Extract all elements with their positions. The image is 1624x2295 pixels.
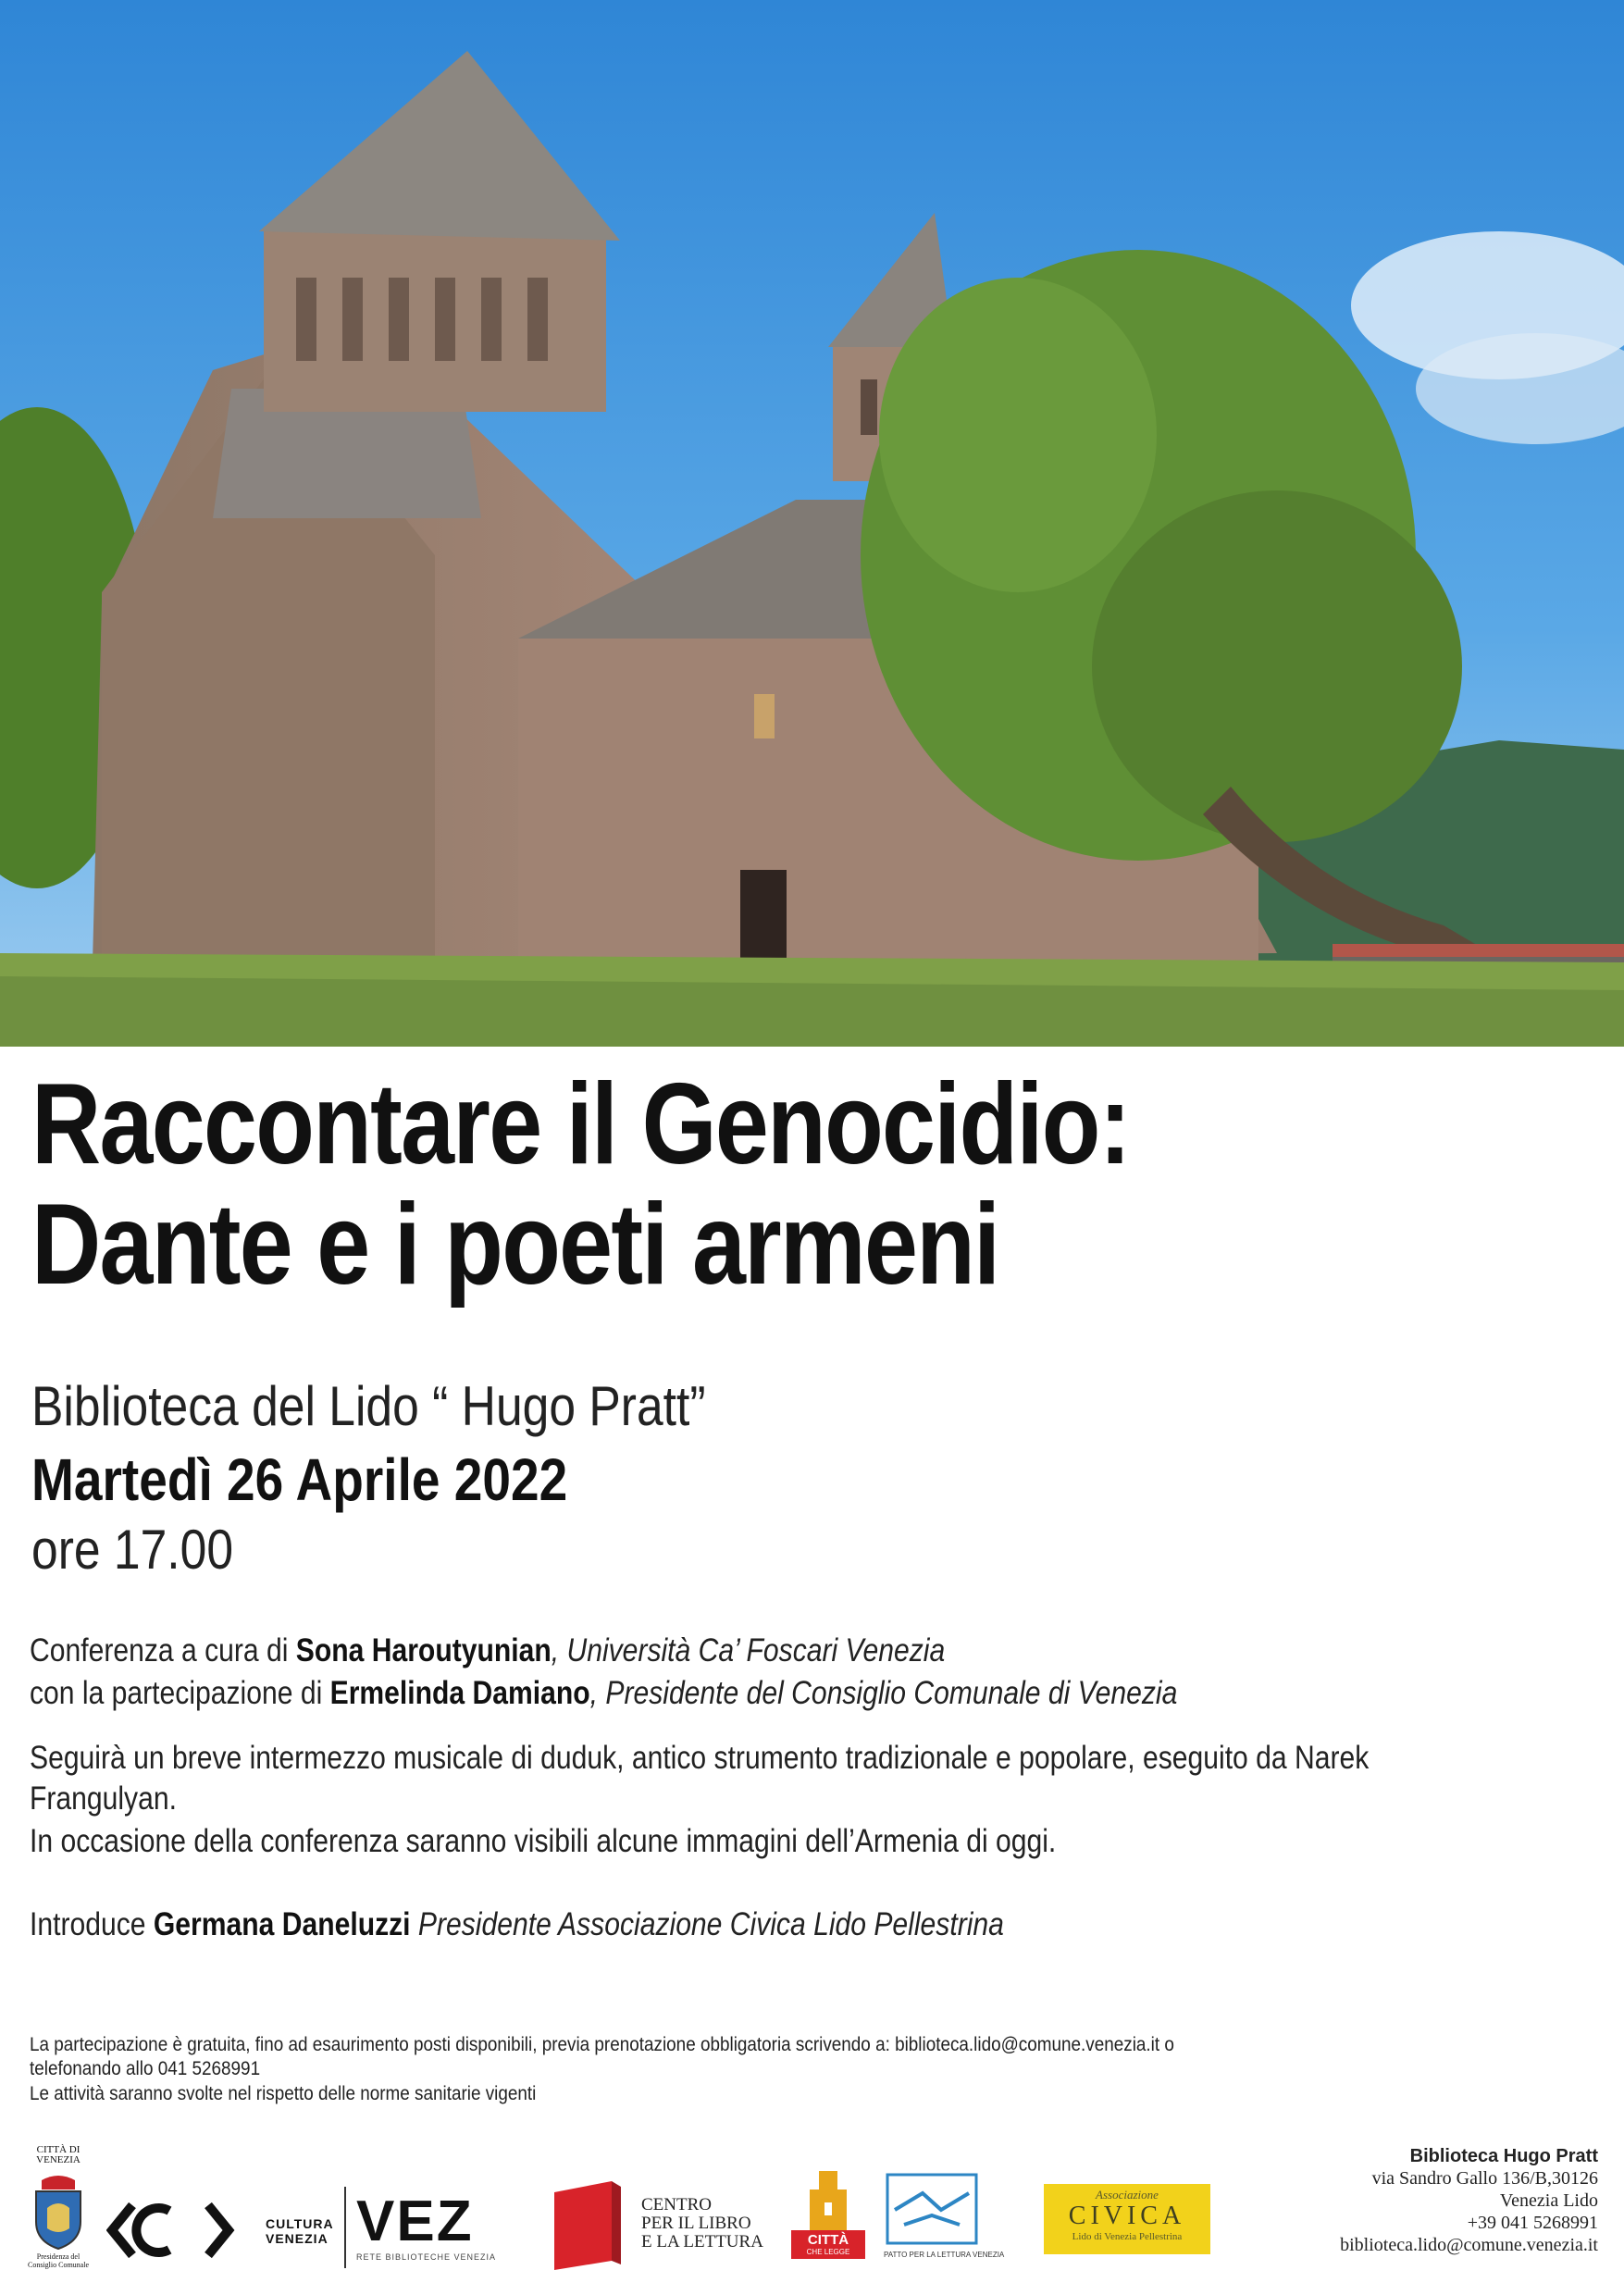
patto-lettura-logo <box>884 2173 1005 2265</box>
participation-prefix: con la partecipazione di <box>30 1675 330 1711</box>
city-venice-logo <box>26 2145 91 2284</box>
city-caption-1: Presidenza del <box>36 2252 81 2261</box>
cultura-label: CULTURA <box>266 2216 334 2231</box>
vez-caption: RETE BIBLIOTECHE VENEZIA <box>356 2252 497 2262</box>
library-street: via Sandro Gallo 136/B,30126 <box>1371 2168 1598 2189</box>
library-city: Venezia Lido <box>1499 2190 1598 2211</box>
divider <box>344 2187 346 2268</box>
conference-line-1 <box>30 1631 945 1671</box>
music-line-2: Frangulyan. <box>30 1780 177 1817</box>
civica-line-2: CIVICA <box>1068 2202 1186 2230</box>
guest-name: Ermelinda Damiano <box>329 1675 590 1711</box>
patto-caption: PATTO PER LA LETTURA VENEZIA <box>884 2251 1005 2259</box>
event-time: ore 17.00 <box>31 1519 234 1581</box>
intro-name: Germana Daneluzzi <box>153 1906 411 1942</box>
speaker-affiliation: , Università Ca’ Foscari Venezia <box>551 1632 946 1669</box>
venezia-label: VENEZIA <box>266 2231 329 2246</box>
event-date: Martedì 26 Aprile 2022 <box>31 1446 568 1513</box>
church-photo <box>0 0 1624 1047</box>
associazione-civica-logo <box>1044 2184 1210 2254</box>
cepell-book-icon <box>551 2179 625 2272</box>
title-line-1: Raccontare il Genocidio: <box>31 1061 1130 1188</box>
che-legge-label: CHE LEGGE <box>806 2248 850 2256</box>
handshake-book-icon <box>886 2173 978 2245</box>
conference-prefix: Conferenza a cura di <box>30 1632 296 1669</box>
booking-note: La partecipazione è gratuita, fino ad esaurimento posti disponibili, previa prenotazione obbligatoria scrivendo a: biblioteca.lido@comune.venezia.it o <box>30 2034 1174 2055</box>
phone-note: telefonando allo 041 5268991 <box>30 2058 261 2079</box>
cultura-venezia-brackets-icon <box>106 2198 254 2263</box>
cepell-line-1: CENTRO <box>641 2195 712 2214</box>
city-caption-2: Consiglio Comunale <box>28 2261 89 2269</box>
cepell-line-3: E LA LETTURA <box>641 2232 763 2252</box>
speaker-name: Sona Haroutyunian <box>295 1632 552 1669</box>
intro-prefix: Introduce <box>30 1906 154 1942</box>
library-address <box>1340 2145 1598 2256</box>
health-note: Le attività saranno svolte nel rispetto delle norme sanitarie vigenti <box>30 2083 537 2104</box>
city-logo-bottom: VENEZIA <box>36 2154 81 2165</box>
cepell-logo <box>551 2179 782 2272</box>
citta-che-legge-tower-icon <box>791 2165 865 2230</box>
music-line-1: Seguirà un breve intermezzo musicale di duduk, antico strumento tradizionale e popolare, eseguito da Narek <box>30 1740 1370 1776</box>
vez-logo <box>356 2190 497 2275</box>
guest-role: , Presidente del Consiglio Comunale di Venezia <box>589 1675 1178 1711</box>
venice-coat-of-arms-icon <box>29 2171 88 2251</box>
citta-che-legge-logo <box>791 2165 865 2267</box>
civica-line-3: Lido di Venezia Pellestrina <box>1072 2231 1183 2242</box>
library-email[interactable]: biblioteca.lido@comune.venezia.it <box>1340 2235 1598 2255</box>
intro-role: Presidente Associazione Civica Lido Pellestrina <box>410 1906 1004 1942</box>
citta-label: CITTÀ <box>807 2232 849 2248</box>
library-name: Biblioteca Hugo Pratt <box>1409 2146 1598 2166</box>
civica-line-1: Associazione <box>1096 2188 1159 2202</box>
event-title <box>31 1061 1337 1309</box>
cepell-line-2: PER IL LIBRO <box>641 2214 751 2233</box>
images-line: In occasione della conferenza saranno visibili alcune immagini dell’Armenia di oggi. <box>30 1823 1057 1859</box>
title-line-2: Dante e i poeti armeni <box>31 1181 999 1309</box>
conference-line-2 <box>30 1673 1177 1714</box>
introduction-line <box>30 1904 1004 1945</box>
city-logo-top: CITTÀ DI <box>36 2144 81 2155</box>
vez-mark: VEZ <box>356 2190 474 2253</box>
library-phone: +39 041 5268991 <box>1467 2213 1598 2233</box>
event-venue: Biblioteca del Lido “ Hugo Pratt” <box>31 1375 706 1437</box>
cultura-venezia-logo <box>106 2198 338 2263</box>
